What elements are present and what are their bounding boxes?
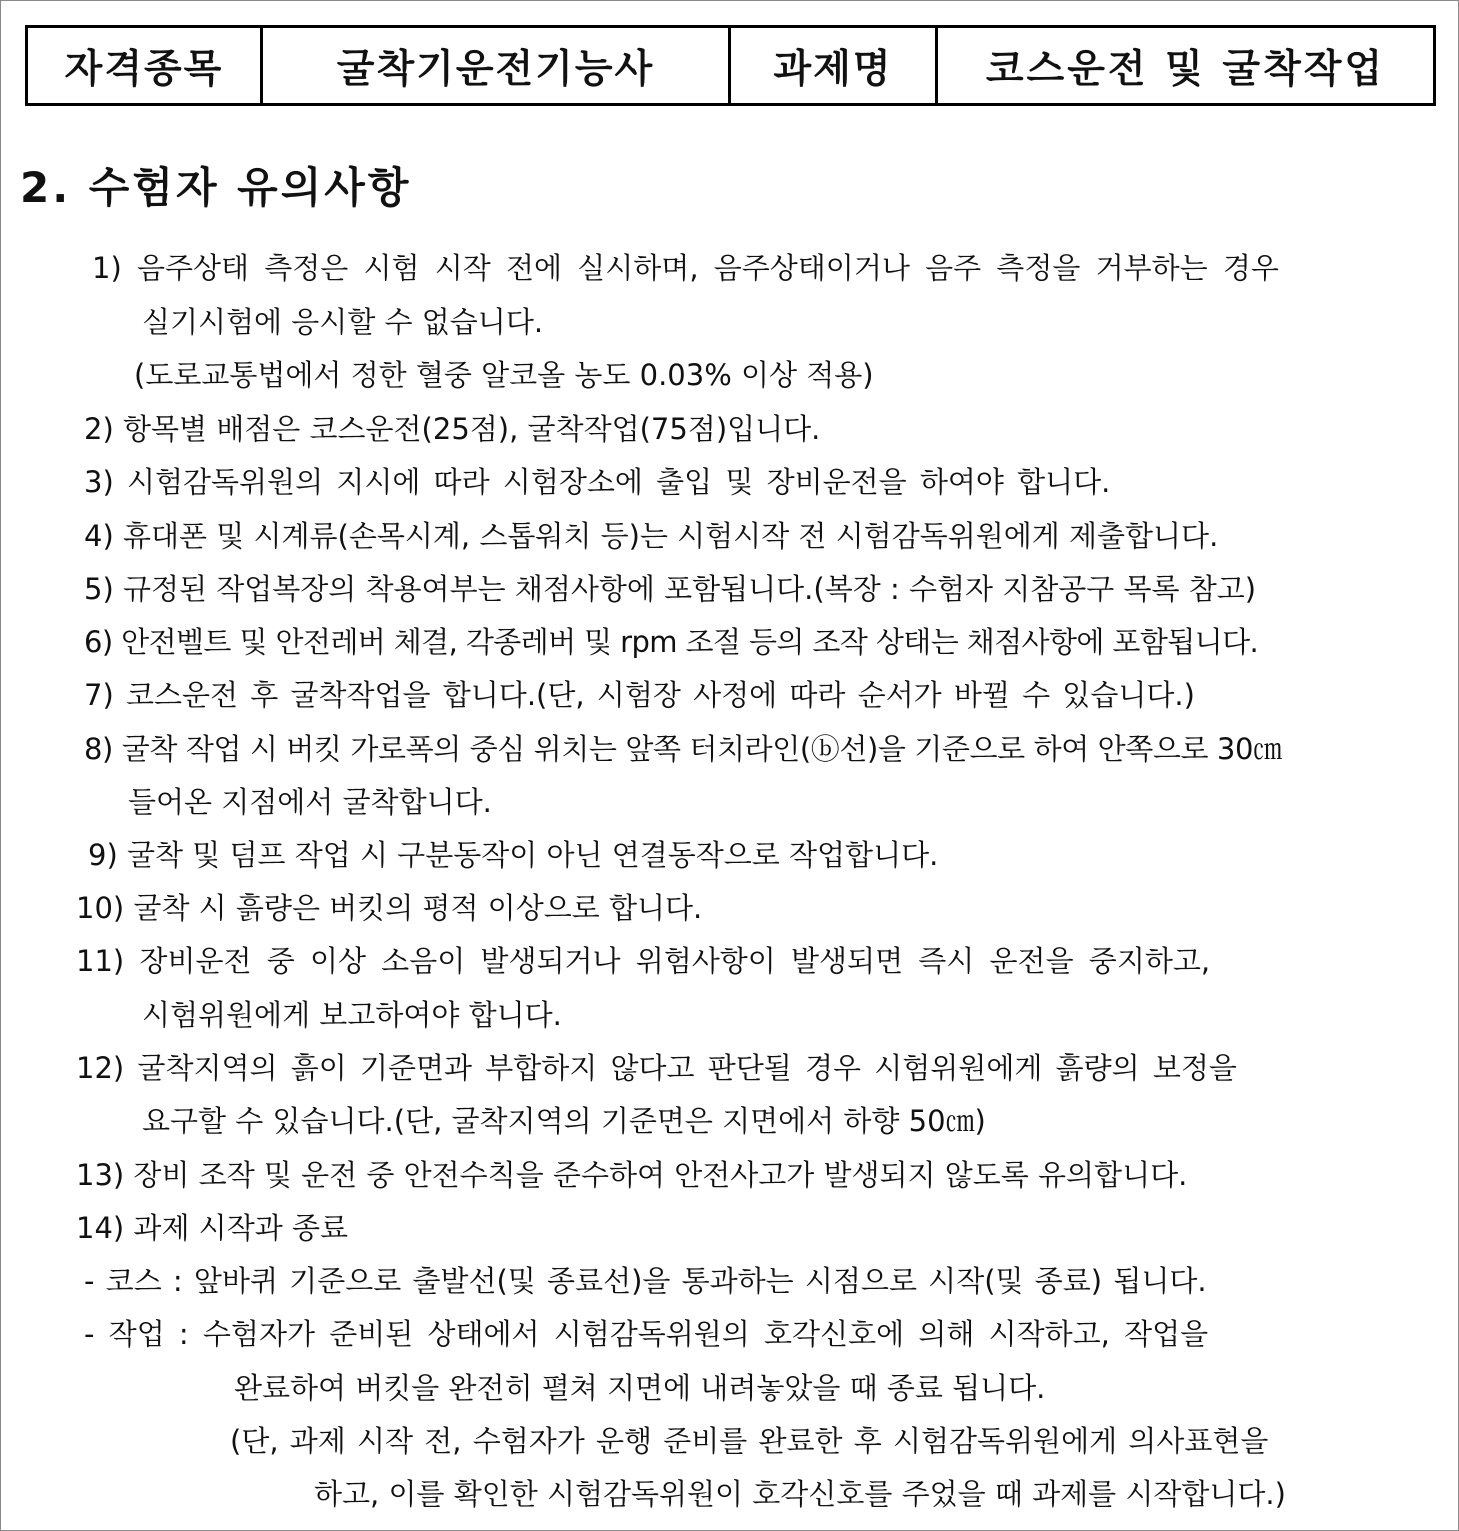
notice-item-12-cont: 요구할 수 있습니다.(단, 굴착지역의 기준면은 지면에서 하향 50㎝): [142, 1104, 986, 1138]
notice-item-14-work: - 작업 : 수험자가 준비된 상태에서 시험감독위원의 호각신호에 의해 시작하고, 작업을: [84, 1317, 1209, 1351]
notice-item-1-cont: 실기시험에 응시할 수 없습니다.: [142, 305, 544, 339]
notice-item-14-course: - 코스 : 앞바퀴 기준으로 출발선(및 종료선)을 통과하는 시점으로 시작(및 종료) 됩니다.: [84, 1264, 1207, 1298]
notice-item-8-cont: 들어온 지점에서 굴착합니다.: [128, 785, 492, 819]
notice-item-12: 12) 굴착지역의 흙이 기준면과 부합하지 않다고 판단될 경우 시험위원에게 흙량의 보정을: [76, 1051, 1237, 1085]
notice-item-14-note-cont: 하고, 이를 확인한 시험감독위원이 호각신호를 주었을 때 과제를 시작합니다.): [314, 1477, 1286, 1511]
qualification-label: 자격종목: [28, 28, 263, 103]
notice-item-5: 5) 규정된 작업복장의 착용여부는 채점사항에 포함됩니다.(복장 : 수험자 지참공구 목록 참고): [84, 572, 1257, 606]
notice-item-7: 7) 코스운전 후 굴착작업을 합니다.(단, 시험장 사정에 따라 순서가 바뀔 수 있습니다.): [84, 678, 1195, 712]
notice-item-8: 8) 굴착 작업 시 버킷 가로폭의 중심 위치는 앞쪽 터치라인(ⓑ선)을 기준으로 하여 안쪽으로 30㎝: [84, 732, 1282, 766]
qualification-value: 굴착기운전기능사: [263, 28, 731, 103]
notice-item-10: 10) 굴착 시 흙량은 버킷의 평적 이상으로 합니다.: [76, 891, 703, 925]
section-title: 2. 수험자 유의사항: [20, 163, 412, 212]
notice-item-3: 3) 시험감독위원의 지시에 따라 시험장소에 출입 및 장비운전을 하여야 합니다.: [84, 465, 1111, 499]
notice-item-11: 11) 장비운전 중 이상 소음이 발생되거나 위험사항이 발생되면 즉시 운전을 중지하고,: [76, 944, 1211, 978]
task-value: 코스운전 및 굴착작업: [985, 46, 1386, 92]
task-label: 과제명: [731, 28, 938, 103]
notice-item-11-cont: 시험위원에게 보고하여야 합니다.: [142, 998, 562, 1032]
notice-item-13: 13) 장비 조작 및 운전 중 안전수칙을 준수하여 안전사고가 발생되지 않도록 유의합니다.: [76, 1158, 1188, 1192]
notice-item-4: 4) 휴대폰 및 시계류(손목시계, 스톱워치 등)는 시험시작 전 시험감독위원에게 제출합니다.: [84, 519, 1219, 553]
notice-item-1-note: (도로교통법에서 정한 혈중 알코올 농도 0.03% 이상 적용): [134, 358, 874, 392]
notice-item-1: 1) 음주상태 측정은 시험 시작 전에 실시하며, 음주상태이거나 음주 측정을 거부하는 경우: [92, 251, 1279, 285]
notice-item-2: 2) 항목별 배점은 코스운전(25점), 굴착작업(75점)입니다.: [84, 412, 821, 446]
header-table: [25, 25, 1436, 106]
notice-item-14: 14) 과제 시작과 종료: [76, 1211, 348, 1245]
notice-item-14-note: (단, 과제 시작 전, 수험자가 운행 준비를 완료한 후 시험감독위원에게 의사표현을: [230, 1424, 1269, 1458]
notice-item-9: 9) 굴착 및 덤프 작업 시 구분동작이 아닌 연결동작으로 작업합니다.: [88, 838, 939, 872]
notice-item-6: 6) 안전벨트 및 안전레버 체결, 각종레버 및 rpm 조절 등의 조작 상태는 채점사항에 포함됩니다.: [84, 625, 1259, 659]
notice-item-14-work-cont: 완료하여 버킷을 완전히 펼쳐 지면에 내려놓았을 때 종료 됩니다.: [234, 1371, 1046, 1405]
